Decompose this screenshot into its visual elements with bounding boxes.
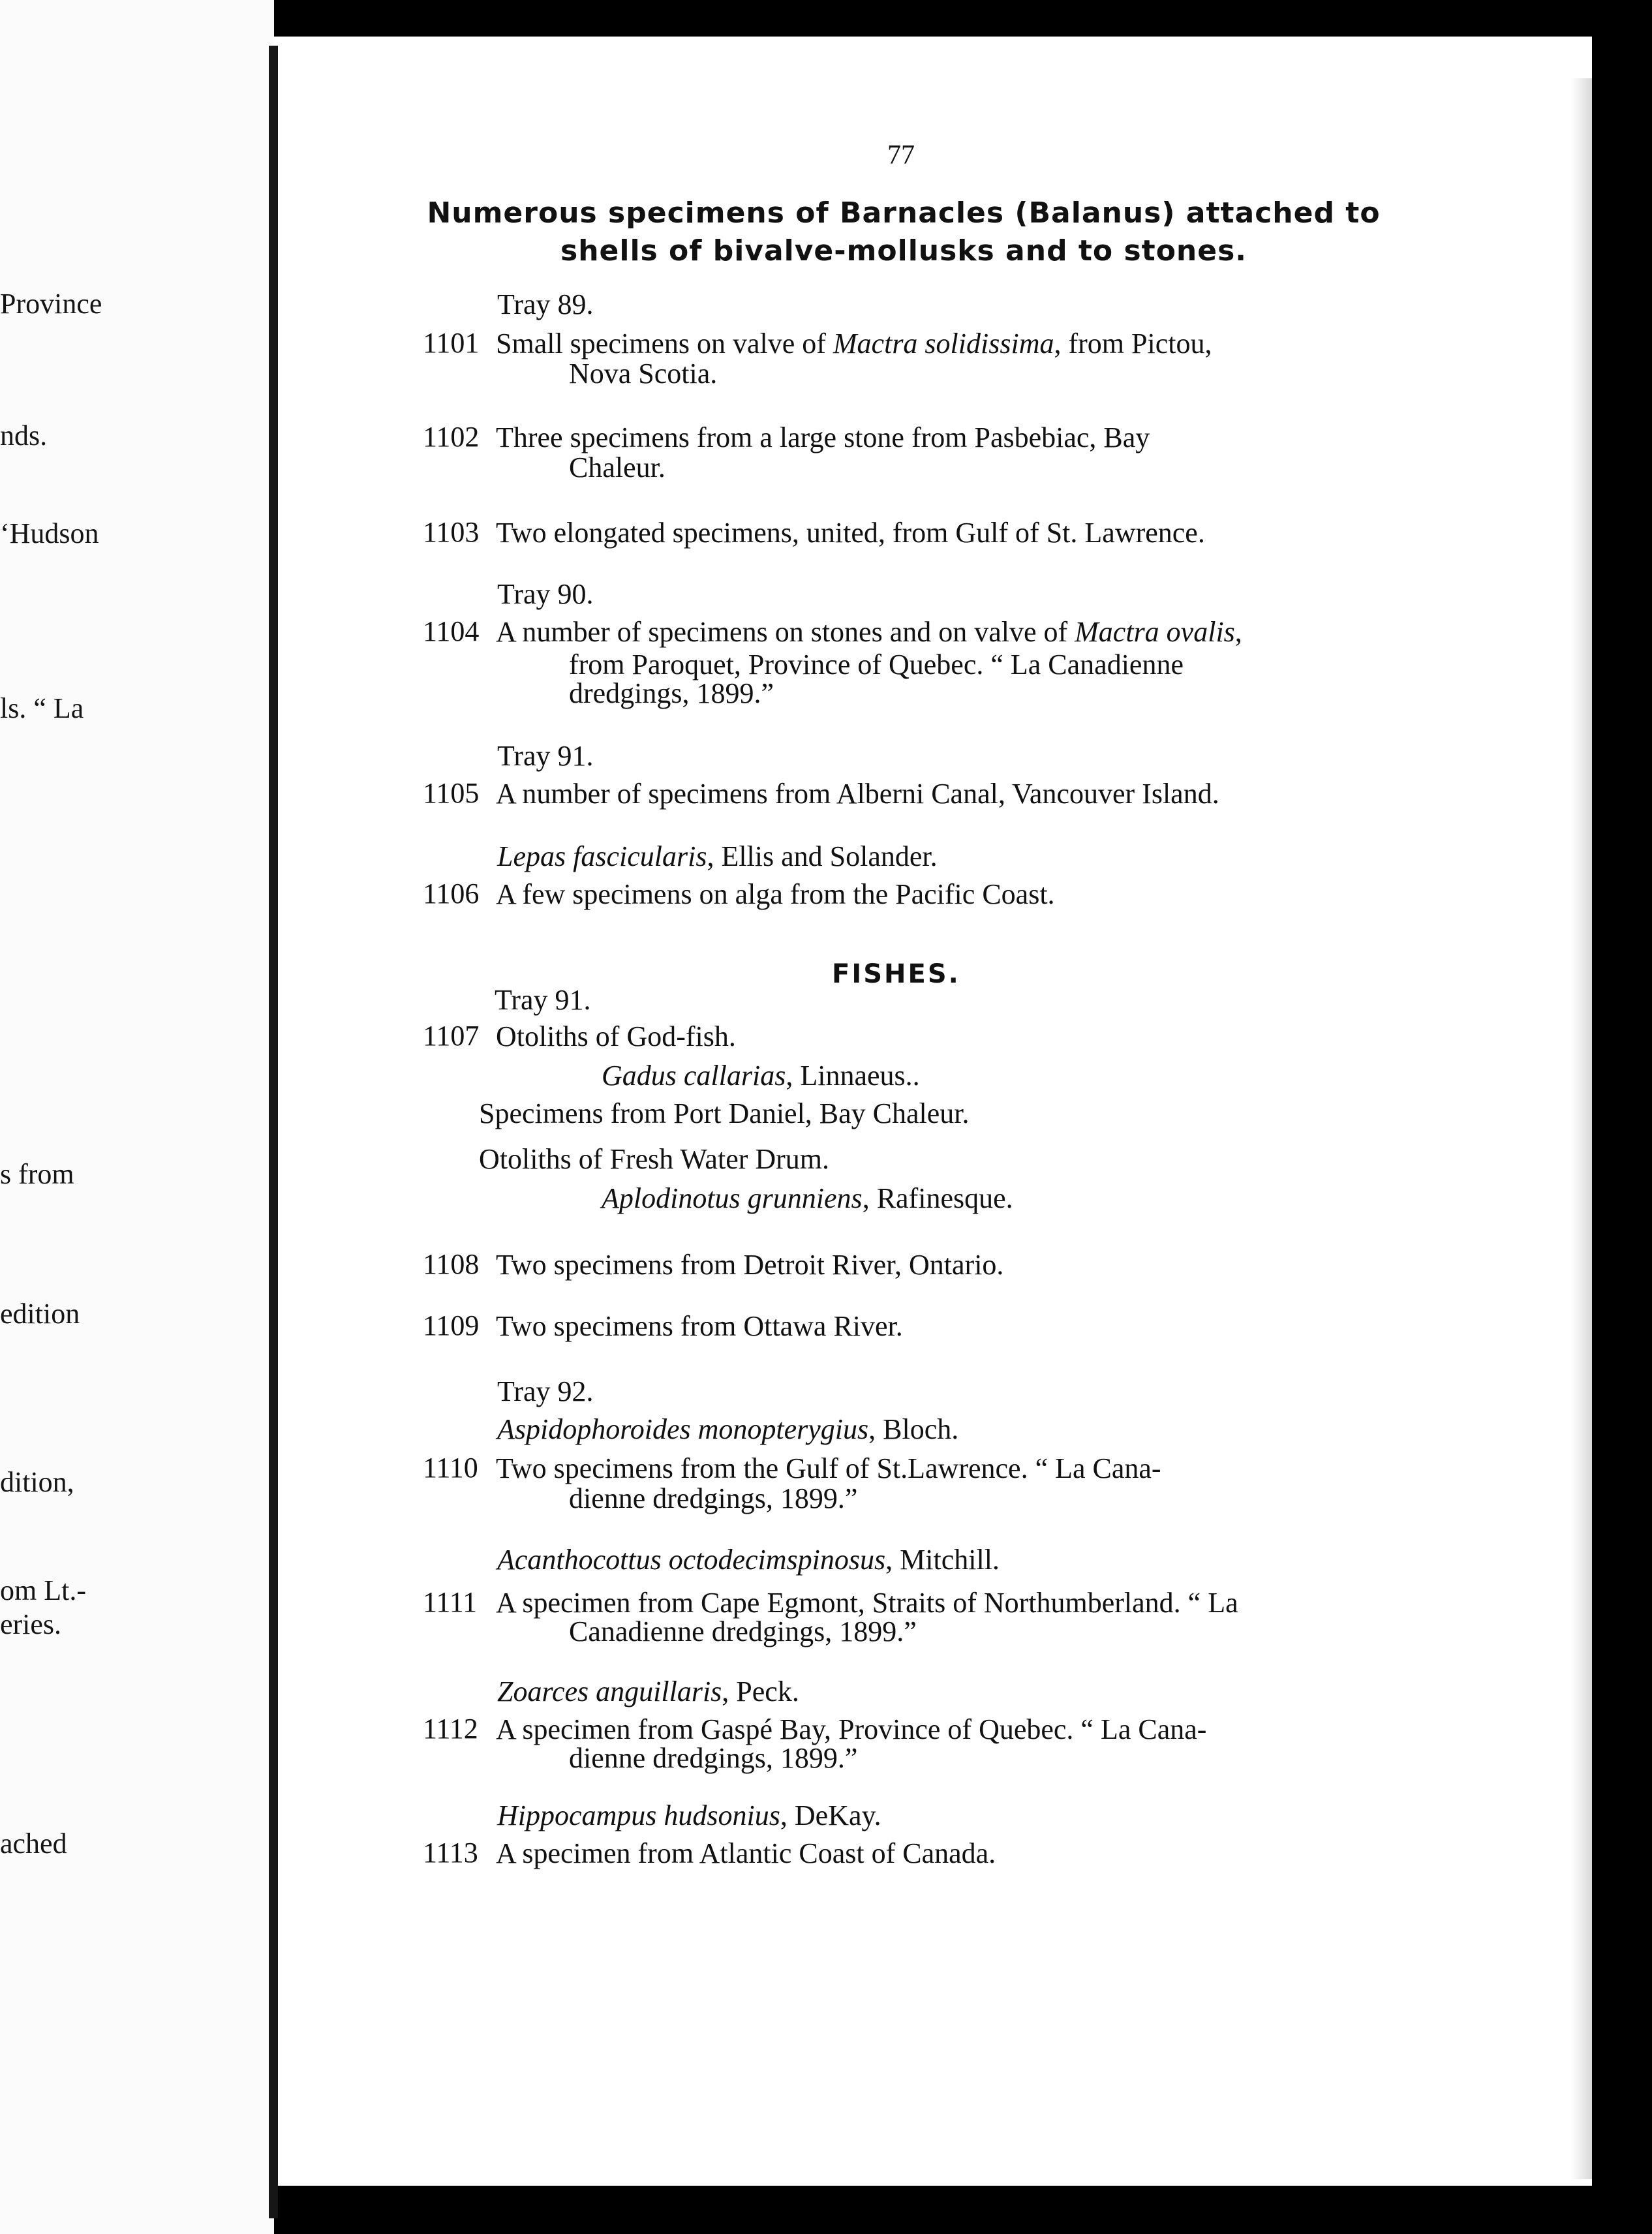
- left-fragment: Province: [0, 288, 102, 320]
- catalog-number: 1113: [423, 1837, 478, 1869]
- left-fragment: s from: [0, 1158, 74, 1190]
- left-fragment: om Lt.-: [0, 1574, 86, 1606]
- catalog-number: 1111: [423, 1586, 478, 1618]
- entry-text: Two specimens from Detroit River, Ontario.: [496, 1249, 1004, 1281]
- species-name: Lepas fascicularis: [497, 840, 707, 872]
- catalog-number: 1103: [423, 516, 480, 548]
- catalog-number: 1110: [423, 1452, 478, 1484]
- entry-text: dredgings, 1899.”: [569, 677, 774, 709]
- entry-text: Canadienne dredgings, 1899.”: [569, 1615, 917, 1647]
- left-facing-page: [0, 0, 274, 2234]
- tray-label: Tray 91.: [495, 984, 591, 1016]
- entry-text: A specimen from Atlantic Coast of Canada.: [496, 1837, 996, 1869]
- entry-text: A few specimens on alga from the Pacific Coast.: [496, 878, 1055, 910]
- species-heading: Zoarces anguillaris, Peck.: [497, 1676, 799, 1707]
- entry-text: Otoliths of Fresh Water Drum.: [479, 1143, 830, 1175]
- scan-border-right: [1592, 0, 1652, 2234]
- species-heading: Aspidophoroides monopterygius, Bloch.: [497, 1413, 959, 1445]
- catalog-number: 1105: [423, 777, 480, 809]
- entry-text: Two elongated specimens, united, from Gulf of St. Lawrence.: [496, 517, 1205, 549]
- section-heading: Numerous specimens of Barnacles (Balanus) attached to shells of bivalve-mollusks and to stones.: [427, 196, 1381, 268]
- species-name: Zoarces anguillaris: [497, 1676, 722, 1707]
- entry-text: dienne dredgings, 1899.”: [569, 1742, 858, 1774]
- species-heading: Gadus callarias, Linnaeus..: [602, 1060, 920, 1092]
- catalog-number: 1107: [423, 1020, 480, 1052]
- entry-text: from Paroquet, Province of Quebec. “ La Canadienne: [569, 649, 1184, 681]
- entry-text: Specimens from Port Daniel, Bay Chaleur.: [479, 1097, 970, 1129]
- entry-text: Three specimens from a large stone from Pasbebiac, Bay: [496, 421, 1150, 453]
- scan-border-bottom: [274, 2186, 1652, 2234]
- entry-text: Small specimens on valve of Mactra solidissima, from Pictou,: [496, 328, 1212, 360]
- species-name: Gadus callarias: [602, 1060, 786, 1092]
- catalog-number: 1109: [423, 1309, 480, 1341]
- page-gutter: [269, 46, 278, 2218]
- tray-label: Tray 90.: [497, 578, 594, 610]
- left-fragment: ls. “ La: [0, 692, 84, 724]
- species-name: Mactra solidissima: [833, 328, 1054, 360]
- entry-text: Chaleur.: [569, 451, 665, 483]
- left-fragment: edition: [0, 1298, 80, 1330]
- entry-text: Two specimens from the Gulf of St.Lawrence. “ La Cana-: [496, 1452, 1161, 1484]
- left-fragment: dition,: [0, 1466, 74, 1498]
- species-heading: Lepas fascicularis, Ellis and Solander.: [497, 840, 938, 872]
- species-name: Hippocampus hudsonius: [497, 1799, 780, 1831]
- tray-label: Tray 91.: [497, 740, 594, 772]
- species-heading: Aplodinotus grunniens, Rafinesque.: [602, 1182, 1013, 1214]
- page-edge-shadow: [1571, 78, 1592, 2179]
- page-number: 77: [887, 140, 915, 170]
- entry-text: A number of specimens on stones and on valve of Mactra ovalis,: [496, 616, 1242, 648]
- fishes-heading: FISHES.: [832, 959, 960, 989]
- catalog-number: 1102: [423, 421, 480, 453]
- species-heading: Hippocampus hudsonius, DeKay.: [497, 1799, 881, 1831]
- left-fragment: ‘Hudson: [0, 517, 99, 549]
- tray-label: Tray 92.: [497, 1375, 594, 1407]
- entry-text: Nova Scotia.: [569, 358, 718, 390]
- species-heading: Acanthocottus octodecimspinosus, Mitchill.: [497, 1544, 1000, 1576]
- entry-text: A specimen from Gaspé Bay, Province of Quebec. “ La Cana-: [496, 1713, 1207, 1745]
- catalog-number: 1101: [423, 327, 480, 359]
- catalog-number: 1106: [423, 878, 480, 910]
- entry-text: A number of specimens from Alberni Canal, Vancouver Island.: [496, 778, 1219, 810]
- species-name: Aplodinotus grunniens: [602, 1182, 863, 1214]
- left-fragment: nds.: [0, 420, 48, 451]
- entry-text: Two specimens from Ottawa River.: [496, 1310, 903, 1342]
- left-fragment: eries.: [0, 1608, 62, 1640]
- catalog-number: 1108: [423, 1248, 480, 1280]
- tray-label: Tray 89.: [497, 288, 594, 320]
- catalog-number: 1104: [423, 615, 480, 647]
- entry-text: dienne dredgings, 1899.”: [569, 1482, 858, 1514]
- entry-text: Otoliths of God-fish.: [496, 1020, 736, 1052]
- species-name: Acanthocottus octodecimspinosus: [497, 1544, 886, 1576]
- species-name: Aspidophoroides monopterygius: [497, 1413, 869, 1445]
- catalog-number: 1112: [423, 1713, 478, 1745]
- species-name: Mactra ovalis: [1075, 616, 1235, 648]
- left-fragment: ached: [0, 1828, 67, 1859]
- entry-text: A specimen from Cape Egmont, Straits of Northumberland. “ La: [496, 1587, 1238, 1619]
